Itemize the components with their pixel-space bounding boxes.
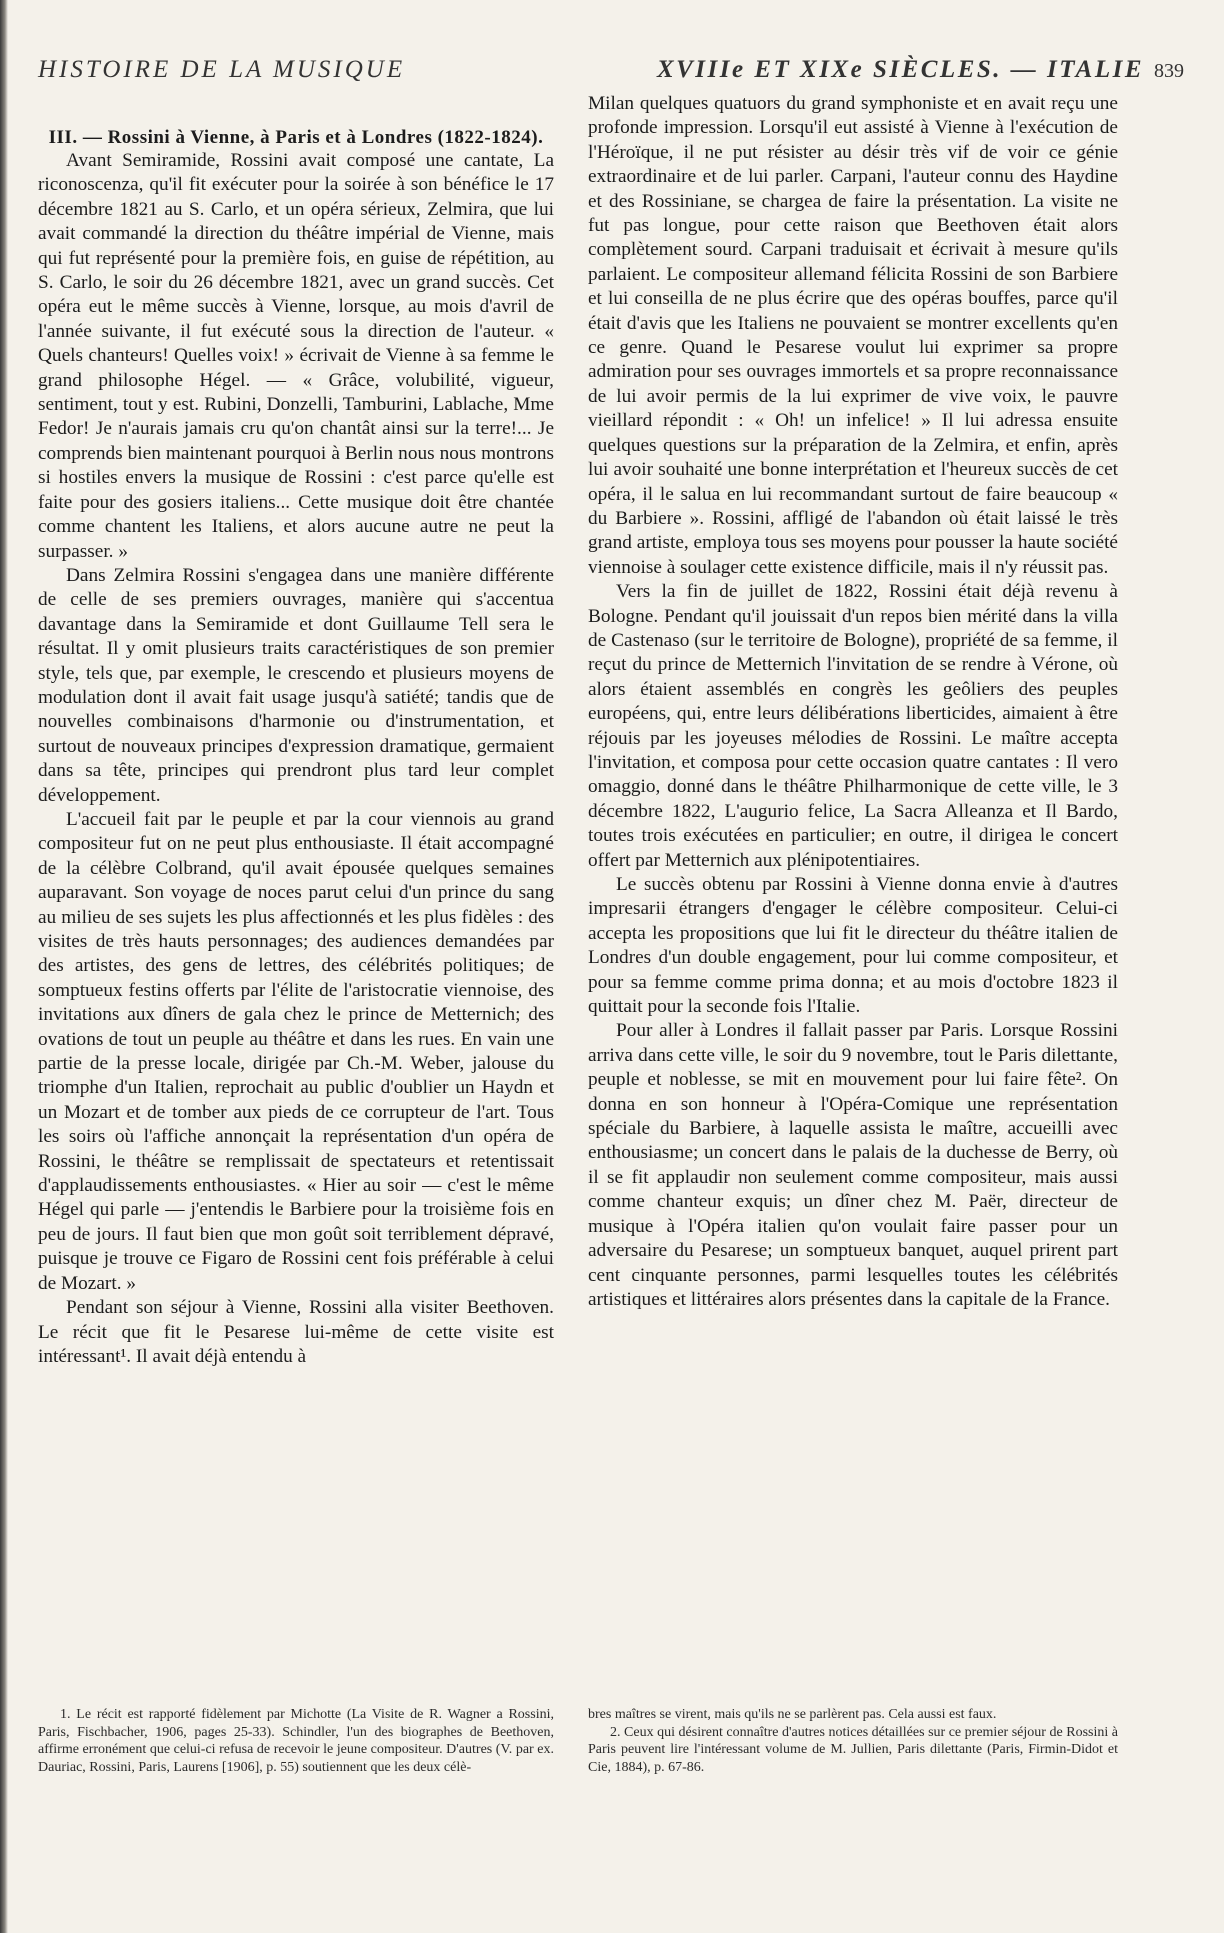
footnote-1-continued: bres maîtres se virent, mais qu'ils ne se parlèrent pas. Cela aussi est faux. [588, 1707, 997, 1722]
paragraph: Pendant son séjour à Vienne, Rossini alla visiter Beethoven. Le récit que fit le Pesarese lui-même de cette visite est intéressant¹. Il avait déjà entendu à [38, 1297, 554, 1367]
paragraph: Le succès obtenu par Rossini à Vienne donna envie à d'autres impresarii étrangers d'engager le célèbre compositeur. Celui-ci accepta les propositions que lui fit le directeur du théâtre italien de Londres d'un double engagement, pour lui comme compositeur, et pour sa femme comme prima donna; et au mois d'octobre 1823 il quittait pour la seconde fois l'Italie. [588, 874, 1118, 1018]
footnotes-left [38, 1706, 554, 1776]
section-heading: III. — Rossini à Vienne, à Paris et à Londres (1822-1824). [48, 127, 544, 148]
page-number: 839 [1154, 60, 1184, 82]
footnote-2: 2. Ceux qui désirent connaître d'autres notices détaillées sur ce premier séjour de Rossini à Paris peuvent lire l'intéressant volume de M. Jullien, Paris dilettante (Paris, Firmin-Didot et Cie, 1884), p. 67-86. [588, 1724, 1118, 1775]
footnote-1: 1. Le récit est rapporté fidèlement par Michotte (La Visite de R. Wagner a Rossini, Paris, Fischbacher, 1906, pages 25-33). Schindler, l'un des biographes de Beethoven, affirme erronément que celui-ci refusa de recevoir le jeune compositeur. D'autres (V. par ex. Dauriac, Rossini, Paris, Laurens [1906], p. 55) soutiennent que les deux célè- [38, 1707, 554, 1775]
book-spine-shadow [0, 0, 8, 1933]
right-column [588, 92, 1118, 1312]
running-header [38, 56, 1184, 86]
paragraph: Avant Semiramide, Rossini avait composé une cantate, La riconoscenza, qu'il fit exécuter pour la soirée à son bénéfice le 17 décembre 1821 au S. Carlo, et un opéra sérieux, Zelmira, que lui avait commandé la direction du théâtre impérial de Vienne, mais qui fut représenté pour la première fois, en guise de répétition, au S. Carlo, le soir du 26 décembre 1821, avec un grand succès. Cet opéra eut le même succès à Vienne, lorsque, au mois d'avril de l'année suivante, il fut exécuté sous la direction de l'auteur. « Quels chanteurs! Quelles voix! » écrivait de Vienne à sa femme le grand philosophe Hégel. — « Grâce, volubilité, vigueur, sentiment, tout y est. Rubini, Donzelli, Tamburini, Lablache, Mme Fedor! Je n'aurais jamais cru qu'on chantât ainsi sur la terre!... Je comprends bien maintenant pourquoi à Berlin nous nous montrons si hostiles envers la musique de Rossini : c'est parce qu'elle est faite pour des gosiers italiens... Cette musique doit être chantée comme chantent les Italiens, et alors aucune autre ne peut la surpasser. » [38, 150, 554, 562]
header-left-title: HISTOIRE DE LA MUSIQUE [38, 56, 406, 83]
left-column [38, 126, 554, 1369]
header-right-title [657, 56, 1184, 84]
paragraph: Dans Zelmira Rossini s'engagea dans une manière différente de celle de ses premiers ouvrages, manière qui s'accentua davantage dans la Semiramide et dont Guillaume Tell sera le résultat. Il y omit plusieurs traits caractéristiques de son premier style, tels que, par exemple, le crescendo et plusieurs moyens de modulation dont il avait fait usage jusqu'à satiété; tandis que de nouvelles combinaisons d'harmonie ou d'instrumentation, et surtout de nouveaux principes d'expression dramatique, germaient dans sa tête, principes qui prendront plus tard leur complet développement. [38, 564, 554, 806]
paragraph: Milan quelques quatuors du grand symphoniste et en avait reçu une profonde impression. Lorsqu'il eut assisté à Vienne à l'exécution de l'Héroïque, il ne put résister au désir très vif de voir ce génie extraordinaire et de lui parler. Carpani, l'auteur connu des Haydine et des Rossiniane, se chargea de faire la présentation. La visite ne fut pas longue, pour cette raison que Beethoven était alors complètement sourd. Carpani traduisait et écrivait à mesure qu'ils parlaient. Le compositeur allemand félicita Rossini de son Barbiere et lui conseilla de ne plus écrire que des opéras bouffes, parce qu'il était d'avis que les Italiens ne pouvaient se montrer excellents qu'en ce genre. Quand le Pesarese voulut lui exprimer sa propre admiration pour ses ouvrages immortels et sa propre reconnaissance de lui avoir permis de la lui exprimer de vive voix, le pauvre vieillard répondit : « Oh! un infelice! » Il lui adressa ensuite quelques questions sur la préparation de la Zelmira, et enfin, après lui avoir souhaité une bonne interprétation et l'heureux succès de cet opéra, il le salua en lui recommandant surtout de faire beaucoup « du Barbiere ». Rossini, affligé de l'abandon où était laissé le très grand artiste, employa tous ses moyens pour pousser la haute société viennoise à soulager cette existence difficile, mais il n'y réussit pas. [588, 93, 1118, 578]
paragraph: Vers la fin de juillet de 1822, Rossini était déjà revenu à Bologne. Pendant qu'il jouissait d'un repos bien mérité dans la villa de Castenaso (sur le territoire de Bologne), propriété de sa femme, il reçut du prince de Metternich l'invitation de se rendre à Vérone, où alors étaient assemblés en congrès les geôliers des peuples européens, qui, entre leurs délibérations liberticides, aimaient à être réjouis par les joyeuses mélodies de Rossini. Le maître accepta l'invitation, et composa pour cette occasion quatre cantates : Il vero omaggio, donné dans le théâtre Philharmonique de cette ville, le 3 décembre 1822, L'augurio felice, La Sacra Alleanza et Il Bardo, toutes trois exécutées en particulier; en outre, il dirigea le concert offert par Metternich aux plénipotentiaires. [588, 581, 1118, 871]
paragraph: Pour aller à Londres il fallait passer par Paris. Lorsque Rossini arriva dans cette ville, le soir du 9 novembre, tout le Paris dilettante, peuple et noblesse, se mit en mouvement pour lui faire fête². On donna en son honneur à l'Opéra-Comique une représentation spéciale du Barbiere, à laquelle assista le maître, accueilli avec enthousiasme; un concert dans le palais de la duchesse de Berry, où il se fit applaudir non seulement comme compositeur, mais aussi comme chanteur exquis; un dîner chez M. Paër, directeur de musique à l'Opéra italien qu'on voulait faire passer pour un adversaire du Pesarese; un somptueux banquet, auquel prirent part cent cinquante personnes, parmi lesquelles toutes les célébrités artistiques et littéraires alors présentes dans la capitale de la France. [588, 1020, 1118, 1310]
header-right-text: XVIIIe ET XIXe SIÈCLES. — ITALIE [656, 56, 1144, 83]
paragraph: L'accueil fait par le peuple et par la cour viennois au grand compositeur fut on ne peut plus enthousiaste. Il était accompagné de la célèbre Colbrand, qu'il avait épousée quelques semaines auparavant. Son voyage de noces parut celui d'un prince du sang au milieu de ses sujets les plus affectionnés et les plus fidèles : des visites de très hauts personnages; des audiences demandées par des artistes, des gens de lettres, des célébrités politiques; de somptueux festins offerts par l'élite de l'aristocratie viennoise, des invitations aux dîners de gala chez le prince de Metternich; des ovations de tout un peuple au théâtre et dans les rues. En vain une partie de la presse locale, dirigée par Ch.-M. Weber, jalouse du triomphe d'un Italien, reprochait au public d'oublier un Haydn et un Mozart et de tomber aux pieds de ce corrupteur de l'art. Tous les soirs où l'affiche annonçait la représentation d'un opéra de Rossini, le théâtre se remplissait de spectateurs et retentissait d'applaudissements enthousiastes. « Hier au soir — c'est le même Hégel qui parle — j'entendis le Barbiere pour la troisième fois en peu de jours. Il faut bien que mon goût soit terriblement dépravé, puisque je trouve ce Figaro de Rossini cent fois préférable à celui de Mozart. » [38, 808, 554, 1294]
footnotes-right [588, 1706, 1118, 1776]
